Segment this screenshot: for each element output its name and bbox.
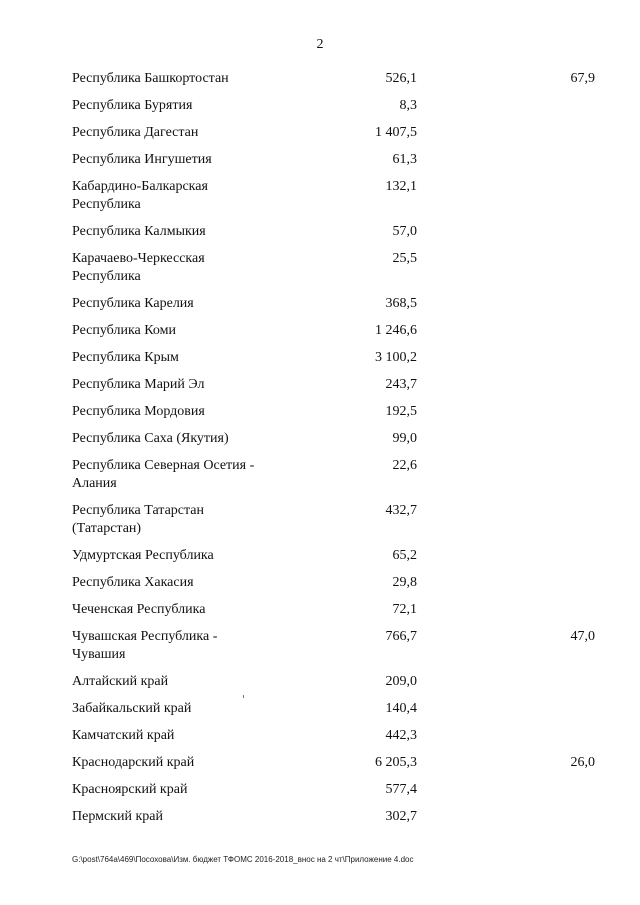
- table-row: [0, 727, 640, 745]
- amount-value: 22,6: [392, 458, 417, 473]
- region-name: Республика Калмыкия: [72, 224, 206, 239]
- extra-value: 47,0: [570, 629, 595, 644]
- region-name: Краснодарский край: [72, 755, 195, 770]
- region-name: Удмуртская Республика: [72, 548, 214, 563]
- amount-value: 442,3: [385, 728, 417, 743]
- amount-value: 3 100,2: [375, 350, 417, 365]
- amount-value: 132,1: [385, 179, 417, 194]
- amount-value: 766,7: [385, 629, 417, 644]
- region-name: Камчатский край: [72, 728, 175, 743]
- table-row: [0, 502, 640, 538]
- table-row: [0, 376, 640, 394]
- table-row: [0, 700, 640, 718]
- table-row: [0, 628, 640, 664]
- amount-value: 526,1: [385, 71, 417, 86]
- table-row: [0, 601, 640, 619]
- amount-value: 302,7: [385, 809, 417, 824]
- amount-value: 61,3: [392, 152, 417, 167]
- table-row: [0, 124, 640, 142]
- amount-value: 25,5: [392, 251, 417, 266]
- amount-value: 209,0: [385, 674, 417, 689]
- region-name: Республика Бурятия: [72, 98, 193, 113]
- region-name: Республика Марий Эл: [72, 377, 205, 392]
- amount-value: 1 246,6: [375, 323, 417, 338]
- table-row: [0, 547, 640, 565]
- region-name: Алтайский край: [72, 674, 169, 689]
- table-row: [0, 178, 640, 214]
- extra-value: 67,9: [570, 71, 595, 86]
- amount-value: 72,1: [392, 602, 417, 617]
- amount-value: 65,2: [392, 548, 417, 563]
- amount-value: 577,4: [385, 782, 417, 797]
- region-name: Республика Крым: [72, 350, 179, 365]
- table-row: [0, 349, 640, 367]
- amount-value: 368,5: [385, 296, 417, 311]
- table-row: [0, 403, 640, 421]
- region-name: Республика Хакасия: [72, 575, 194, 590]
- region-name: Республика Башкортостан: [72, 71, 229, 86]
- table-row: [0, 151, 640, 169]
- table-row: [0, 781, 640, 799]
- table-row: [0, 322, 640, 340]
- table-row: [0, 250, 640, 286]
- table-row: [0, 430, 640, 448]
- table-row: [0, 574, 640, 592]
- table-row: [0, 223, 640, 241]
- region-name: Пермский край: [72, 809, 163, 824]
- region-name: Республика Ингушетия: [72, 152, 212, 167]
- scan-speck: [243, 695, 244, 698]
- table-row: [0, 70, 640, 88]
- region-name: Красноярский край: [72, 782, 188, 797]
- table-row: [0, 808, 640, 826]
- extra-value: 26,0: [570, 755, 595, 770]
- amount-value: 6 205,3: [375, 755, 417, 770]
- amount-value: 243,7: [385, 377, 417, 392]
- amount-value: 140,4: [385, 701, 417, 716]
- region-name: Чеченская Республика: [72, 602, 206, 617]
- region-name: Карачаево-Черкесская Республика: [72, 251, 205, 284]
- region-name: Республика Саха (Якутия): [72, 431, 229, 446]
- region-name: Кабардино-Балкарская Республика: [72, 179, 208, 212]
- amount-value: 29,8: [392, 575, 417, 590]
- region-name: Республика Коми: [72, 323, 176, 338]
- table-row: [0, 97, 640, 115]
- amount-value: 1 407,5: [375, 125, 417, 140]
- amount-value: 8,3: [399, 98, 417, 113]
- region-name: Республика Татарстан (Татарстан): [72, 503, 205, 536]
- table-row: [0, 295, 640, 313]
- region-name: Республика Мордовия: [72, 404, 205, 419]
- table-row: [0, 754, 640, 772]
- region-name: Забайкальский край: [72, 701, 192, 716]
- budget-table: [0, 70, 640, 835]
- amount-value: 57,0: [392, 224, 417, 239]
- page-number: 2: [316, 37, 324, 52]
- amount-value: 192,5: [385, 404, 417, 419]
- file-path-footer: G:\post\764a\469\Посохова\Изм. бюджет ТФОМС 2016-2018_внос на 2 чт\Приложение 4.doc: [72, 855, 414, 864]
- table-row: [0, 457, 640, 493]
- region-name: Чувашская Республика - Чувашия: [72, 629, 218, 662]
- region-name: Республика Дагестан: [72, 125, 199, 140]
- amount-value: 99,0: [392, 431, 417, 446]
- table-row: [0, 673, 640, 691]
- region-name: Республика Карелия: [72, 296, 194, 311]
- amount-value: 432,7: [385, 503, 417, 518]
- region-name: Республика Северная Осетия - Алания: [72, 458, 255, 491]
